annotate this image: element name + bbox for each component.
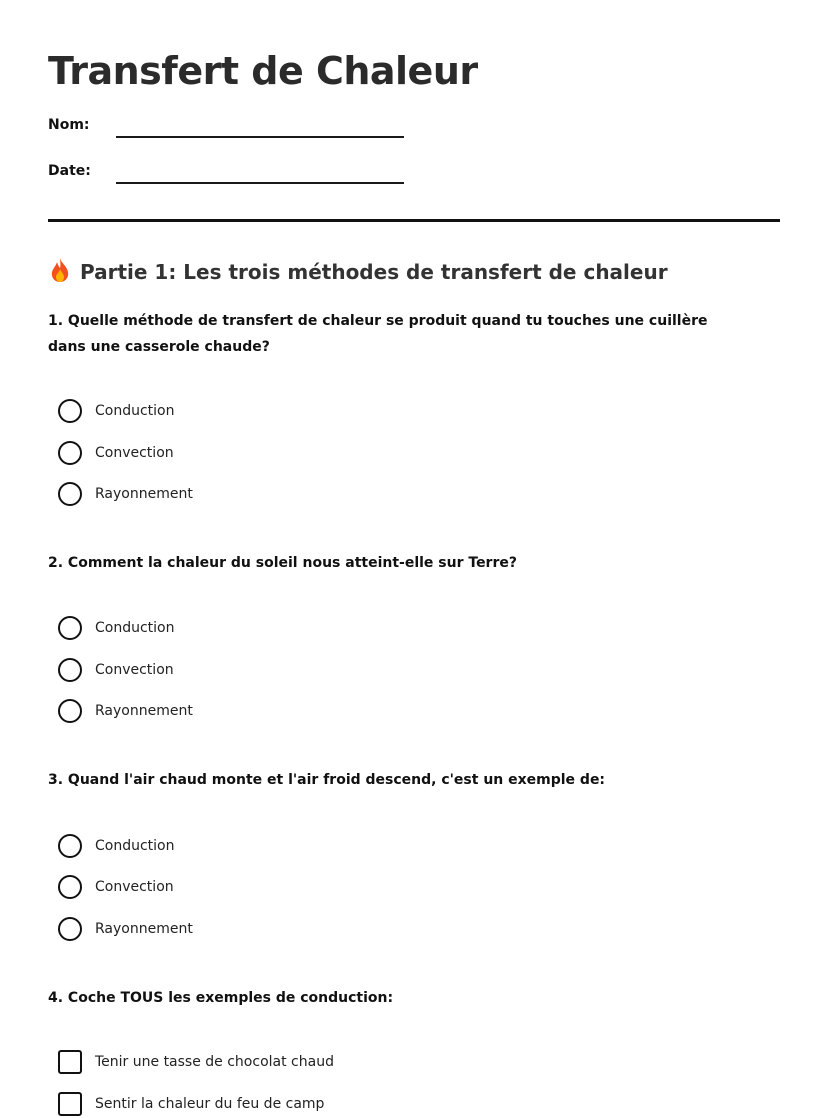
option-label: Convection bbox=[95, 879, 174, 895]
section-title-text: Partie 1: Les trois méthodes de transfert de chaleur bbox=[80, 260, 668, 284]
option-label: Rayonnement bbox=[95, 921, 193, 937]
q4-option-chocolat[interactable] bbox=[58, 1051, 458, 1075]
question-1-text: 1. Quelle méthode de transfert de chaleur se produit quand tu touches une cuillère dans une casserole chaude? bbox=[48, 313, 708, 355]
radio-button[interactable] bbox=[58, 441, 82, 465]
option-label: Tenir une tasse de chocolat chaud bbox=[95, 1054, 334, 1070]
q4-option-feu-de-camp[interactable] bbox=[58, 1093, 458, 1117]
option-label: Conduction bbox=[95, 620, 175, 636]
option-label: Sentir la chaleur du feu de camp bbox=[95, 1096, 325, 1112]
name-field-line[interactable] bbox=[116, 136, 404, 138]
radio-button[interactable] bbox=[58, 399, 82, 423]
header-divider bbox=[48, 219, 780, 222]
date-field[interactable] bbox=[48, 163, 408, 187]
question-3-text: 3. Quand l'air chaud monte et l'air froid descend, c'est un exemple de: bbox=[48, 772, 606, 788]
section-title bbox=[48, 257, 668, 290]
radio-button[interactable] bbox=[58, 917, 82, 941]
option-label: Rayonnement bbox=[95, 703, 193, 719]
radio-button[interactable] bbox=[58, 482, 82, 506]
q3-option-conduction[interactable] bbox=[58, 835, 458, 859]
q2-option-conduction[interactable] bbox=[58, 617, 458, 641]
question-2-text: 2. Comment la chaleur du soleil nous atteint-elle sur Terre? bbox=[48, 555, 517, 571]
radio-button[interactable] bbox=[58, 658, 82, 682]
radio-button[interactable] bbox=[58, 699, 82, 723]
q3-option-convection[interactable] bbox=[58, 876, 458, 900]
q1-option-rayonnement[interactable] bbox=[58, 483, 458, 507]
checkbox[interactable] bbox=[58, 1092, 82, 1116]
name-field-label: Nom: bbox=[48, 117, 90, 133]
option-label: Conduction bbox=[95, 838, 175, 854]
worksheet-title: Transfert de Chaleur bbox=[48, 49, 478, 93]
q1-option-conduction[interactable] bbox=[58, 400, 458, 424]
q2-option-rayonnement[interactable] bbox=[58, 700, 458, 724]
option-label: Convection bbox=[95, 445, 174, 461]
radio-button[interactable] bbox=[58, 616, 82, 640]
fire-icon bbox=[48, 257, 72, 290]
option-label: Convection bbox=[95, 662, 174, 678]
radio-button[interactable] bbox=[58, 834, 82, 858]
option-label: Conduction bbox=[95, 403, 175, 419]
q1-option-convection[interactable] bbox=[58, 442, 458, 466]
q3-option-rayonnement[interactable] bbox=[58, 918, 458, 942]
option-label: Rayonnement bbox=[95, 486, 193, 502]
radio-button[interactable] bbox=[58, 875, 82, 899]
date-field-label: Date: bbox=[48, 163, 91, 179]
checkbox[interactable] bbox=[58, 1050, 82, 1074]
date-field-line[interactable] bbox=[116, 182, 404, 184]
name-field[interactable] bbox=[48, 117, 408, 141]
question-4-text: 4. Coche TOUS les exemples de conduction: bbox=[48, 990, 394, 1006]
q2-option-convection[interactable] bbox=[58, 659, 458, 683]
